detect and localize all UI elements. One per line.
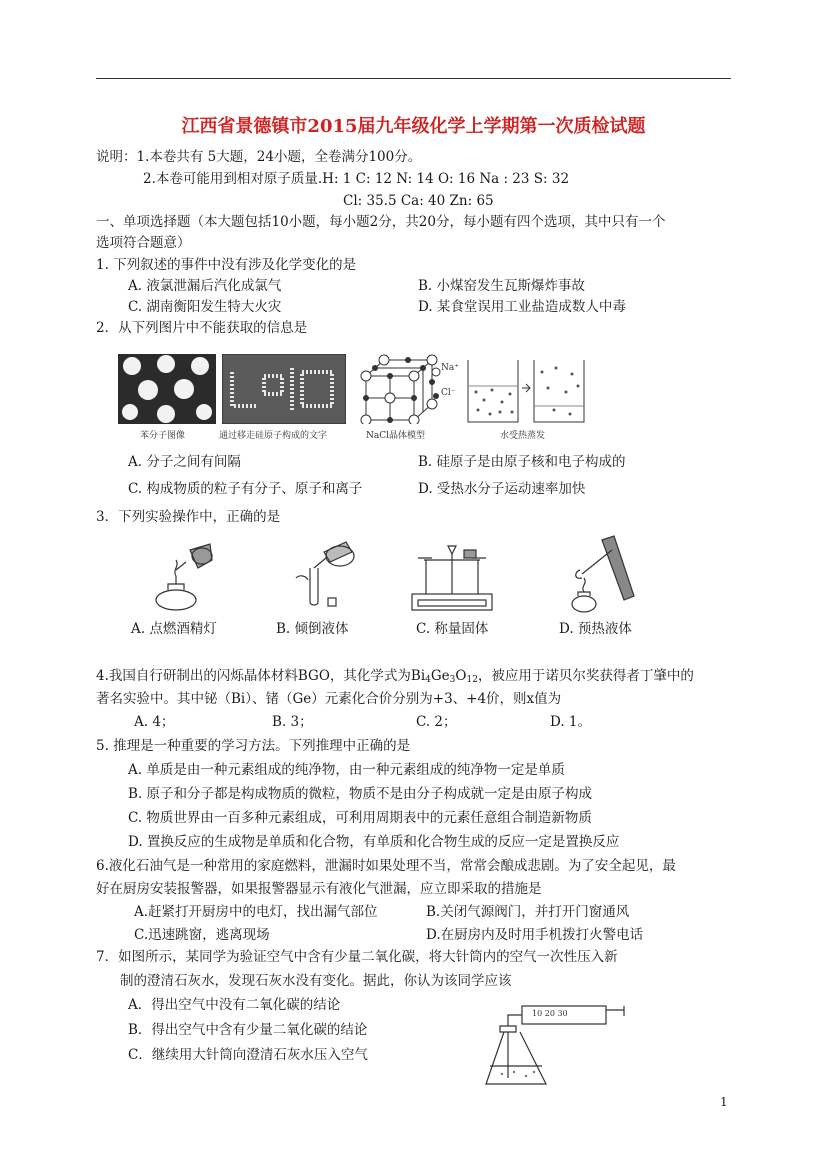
q4-line-2: 著名实验中。其中铋（Bi）、锗（Ge）元素化合价分别为+3、+4价，则x值为 (96, 691, 562, 707)
q5-option-d: D. 置换反应的生成物是单质和化合物，有单质和化合物生成的反应一定是置换反应 (128, 834, 620, 850)
q7-line-2: 制的澄清石灰水，发现石灰水没有变化。据此，你认为该同学应该 (120, 973, 512, 989)
q3-option-a: A. 点燃酒精灯 (131, 621, 217, 637)
q2-option-a: A. 分子之间有间隔 (128, 454, 241, 470)
formula-ge: Ge (430, 668, 450, 684)
section-1-line-1: 一、单项选择题（本大题包括10小题，每小题2分，共20分，每小题有四个选项，其中只有一个 (96, 214, 666, 230)
q2-stem: 2．从下列图片中不能获取的信息是 (96, 320, 308, 336)
caption-water: 水受热蒸发 (500, 431, 546, 441)
page-title: 江西省景德镇市2015届九年级化学上学期第一次质检试题 (181, 116, 646, 137)
q6-option-d: D.在厨房内及时用手机拨打火警电话 (426, 927, 644, 943)
page-number: 1 (720, 1095, 728, 1109)
q4-option-c: C. 2； (416, 714, 457, 730)
q6-option-c: C.迅速跳窗，逃离现场 (134, 927, 270, 943)
q6-line-2: 好在厨房安装报警器，如果报警器显示有液化气泄漏，应立即采取的措施是 (96, 881, 542, 897)
heating-liquid-image (562, 534, 644, 616)
caption-benzene: 苯分子图像 (140, 431, 186, 441)
q4-line-1 (96, 667, 694, 689)
q1-option-a: A. 液氯泄漏后汽化成氯气 (128, 278, 282, 294)
note-line-3: Cl: 35.5 Ca: 40 Zn: 65 (343, 193, 494, 209)
formula-o-sub: 12 (466, 675, 478, 685)
label-cl-ion: Cl⁻ (441, 388, 456, 398)
note-line-2: 2.本卷可能用到相对原子质量.H: 1 C: 12 N: 14 O: 16 Na : 23 S: 32 (143, 171, 570, 187)
q2-option-d: D. 受热水分子运动速率加快 (418, 481, 586, 497)
label-na-ion: Na⁺ (441, 363, 459, 373)
q6-option-b: B.关闭气源阀门，并打开门窗通风 (426, 904, 630, 920)
q2-option-b: B. 硅原子是由原子核和电子构成的 (418, 454, 626, 470)
q4-line-1-post: ，被应用于诺贝尔奖获得者丁肇中的 (477, 668, 694, 684)
benzene-molecule-image (118, 354, 216, 424)
formula-o: O (455, 668, 467, 684)
q5-option-b: B. 原子和分子都是构成物质的微粒，物质不是由分子构成就一定是由原子构成 (128, 786, 593, 802)
syringe-scale-marks: 10 20 30 (532, 1009, 568, 1018)
q3-option-d: D. 预热液体 (559, 621, 632, 637)
note-line-1: 说明：1.本卷共有 5大题，24小题，全卷满分100分。 (96, 149, 422, 165)
q5-option-c: C. 物质世界由一百多种元素组成，可利用周期表中的元素任意组合制造新物质 (128, 810, 592, 826)
q4-option-d: D. 1。 (550, 714, 592, 730)
formula-bi-sub: 4 (425, 675, 431, 685)
q1-option-c: C. 湖南衡阳发生特大火灾 (128, 299, 282, 315)
formula-ge-sub: 3 (449, 675, 456, 685)
q5-stem: 5. 推理是一种重要的学习方法。下列推理中正确的是 (96, 738, 411, 754)
q7-option-a: A．得出空气中没有二氧化碳的结论 (128, 997, 341, 1013)
silicon-atoms-image (222, 354, 346, 424)
q7-option-b: B．得出空气中含有少量二氧化碳的结论 (128, 1022, 368, 1038)
q2-option-c: C. 构成物质的粒子有分子、原子和离子 (128, 481, 363, 497)
alcohol-lamp-lighting-image (146, 540, 222, 614)
formula-bi: Bi (410, 668, 426, 684)
pouring-liquid-image (290, 538, 360, 614)
header-rule (96, 78, 731, 79)
caption-nacl: NaCl晶体模型 (366, 431, 426, 441)
q6-line-1: 6.液化石油气是一种常用的家庭燃料，泄漏时如果处理不当，常常会酿成悲剧。为了安全起见，最 (96, 858, 676, 874)
balance-weighing-image (404, 538, 500, 616)
q1-option-b: B. 小煤窑发生瓦斯爆炸事故 (418, 278, 586, 294)
caption-silicon: 通过移走硅原子构成的文字 (219, 431, 328, 441)
q4-option-a: A. 4； (134, 714, 175, 730)
q3-option-b: B. 倾倒液体 (276, 621, 349, 637)
q1-stem: 1. 下列叙述的事件中没有涉及化学变化的是 (96, 257, 357, 273)
q7-option-c: C．继续用大针筒向澄清石灰水压入空气 (128, 1047, 368, 1063)
q3-option-c: C. 称量固体 (416, 621, 489, 637)
q5-option-a: A. 单质是由一种元素组成的纯净物，由一种元素组成的纯净物一定是单质 (128, 762, 565, 778)
section-1-line-2: 选项符合题意） (96, 235, 191, 251)
q4-option-b: B. 3； (272, 714, 313, 730)
q1-option-d: D. 某食堂误用工业盐造成数人中毒 (418, 299, 626, 315)
q7-line-1: 7．如图所示，某同学为验证空气中含有少量二氧化碳，将大针筒内的空气一次性压入新 (96, 949, 618, 965)
q6-option-a: A.赶紧打开厨房中的电灯，找出漏气部位 (134, 904, 378, 920)
q3-stem: 3．下列实验操作中，正确的是 (96, 509, 281, 525)
q4-line-1-pre: 4.我国自行研制出的闪烁晶体材料BGO，其化学式为 (96, 668, 411, 684)
water-evaporation-image (462, 352, 590, 426)
